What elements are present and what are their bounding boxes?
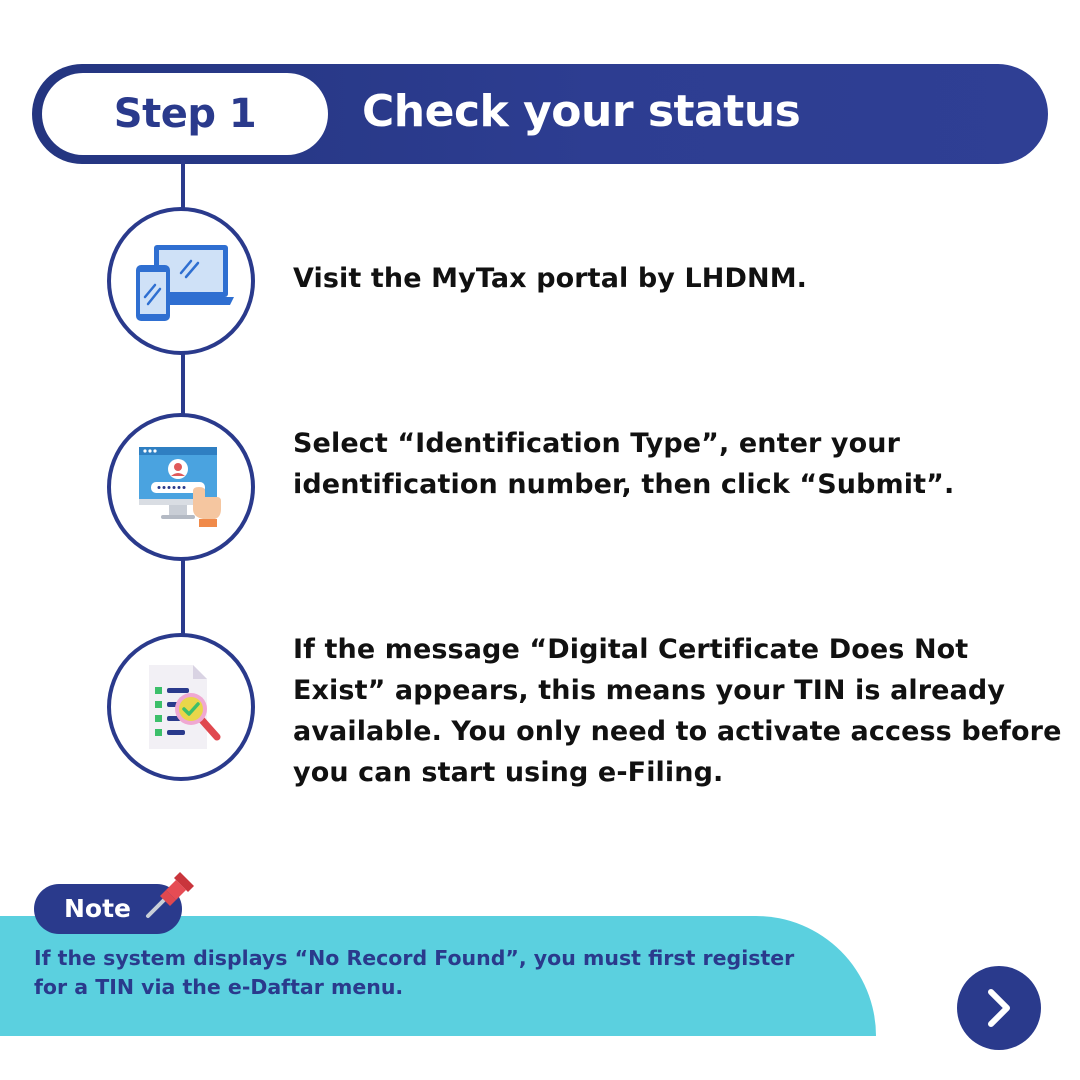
pushpin-icon [140, 866, 200, 922]
step-1-text: Visit the MyTax portal by LHDNM. [293, 263, 808, 294]
step-1-icon-circle [107, 207, 255, 355]
step-2-text: Select “Identification Type”, enter your identification number, then click “Submit”. [293, 428, 955, 500]
note-label: Note [64, 894, 132, 923]
document-check-icon [131, 657, 231, 757]
step-3-icon-circle [107, 633, 255, 781]
step-pill [42, 73, 328, 155]
page-title: Check your status [362, 86, 801, 137]
next-button[interactable] [957, 966, 1041, 1050]
login-monitor-icon [131, 437, 231, 537]
step-label: Step 1 [113, 91, 257, 137]
devices-icon [126, 231, 236, 331]
step-2-icon-circle [107, 413, 255, 561]
chevron-right-icon [979, 986, 1019, 1030]
note-text: If the system displays “No Record Found”, you must first register for a TIN via the e-Daftar menu. [34, 946, 795, 999]
step-3-text: If the message “Digital Certificate Does Not Exist” appears, this means your TIN is already available. You only need to activate access before you can start using e-Filing. [293, 634, 1062, 788]
